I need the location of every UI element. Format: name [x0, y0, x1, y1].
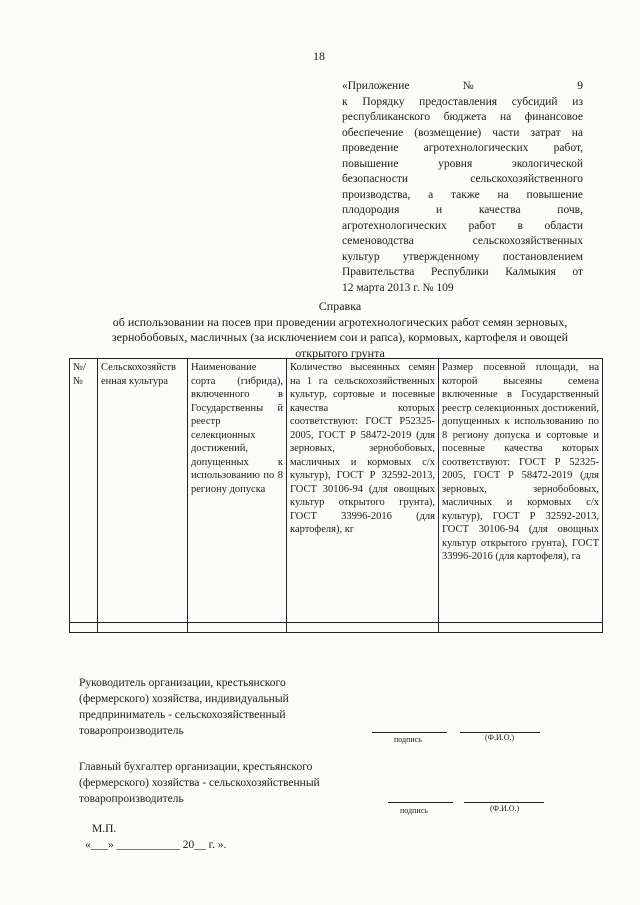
title-line: об использовании на посев при проведении агротехнологических работ семян зерновых, — [112, 314, 568, 329]
appendix-line: республиканского бюджета на финансовое — [342, 111, 583, 123]
appendix-line: Правительства Республики Калмыкия от — [342, 266, 583, 278]
signatory-line: предприниматель - сельскохозяйственный — [79, 709, 286, 721]
title-heading: Справка — [318, 299, 362, 313]
table-cell — [70, 623, 98, 633]
table-cell — [287, 623, 439, 633]
appendix-line: семеноводства сельскохозяйственных — [342, 235, 583, 247]
header-seed-quantity: Количество высеянных семян на 1 га сельскохозяйственных культур, сортовые и посевные качества которых соответствуют: ГОСТ Р52325-2005, ГОСТ Р 58472-2019 (для зерновых, зернобобовых, масличных и кормовых с/х культур), ГОСТ Р 32592-2013, ГОСТ 30106-94 (для овощных культур открытого грунта), ГОСТ 33996-2016 (для картофеля), кг — [287, 359, 439, 623]
head-signature-block — [79, 675, 289, 739]
table-row — [70, 623, 603, 633]
header-number: №/ № — [70, 359, 98, 623]
document-title — [60, 299, 620, 361]
table-cell — [188, 623, 287, 633]
signatory-line: товаропроизводитель — [79, 793, 184, 805]
appendix-line: проведение агротехнологических работ, — [342, 142, 583, 154]
appendix-line: агротехнологических работ в области — [342, 219, 583, 232]
table-cell — [439, 623, 603, 633]
appendix-line: культур утвержденному постановлением — [342, 250, 583, 263]
signatory-line: товаропроизводитель — [79, 725, 184, 737]
name-caption: (Ф.И.О.) — [490, 804, 520, 813]
table-header-row — [70, 359, 603, 623]
stamp-place: М.П. — [92, 823, 117, 835]
name-line — [464, 801, 544, 803]
accountant-signature-block — [79, 759, 320, 807]
header-variety: Наименование сорта (гибрида), включенного в Государственны й реестр селекционных достижений, допущенных к использованию по 8 региону допуска — [188, 359, 287, 623]
signature-caption: подпись — [394, 735, 422, 744]
appendix-line: обеспечение (возмещение) части затрат на — [342, 126, 583, 139]
title-line: зернобобовых, масличных (за исключением сои и рапса), кормовых, картофеля и овощей — [111, 330, 569, 344]
header-sown-area: Размер посевной площади, на которой высеяны семена включенные в Государственный реестр селекционных достижений, допущенных к использованию по 8 региону допуска и сортовые и посевные качества которых соответствуют: ГОСТ Р 52325-2005, ГОСТ Р 58472-2019 (для зерновых, зернобобовых, масличных и кормовых с/х культур), ГОСТ Р 32592-2013, ГОСТ 30106-94 (для овощных культур открытого грунта), ГОСТ 33996-2016 (для картофеля), га — [439, 359, 603, 623]
signature-line — [372, 731, 447, 733]
appendix-line: плодородия и качества почв, — [342, 204, 583, 216]
signatory-line: Главный бухгалтер организации, крестьянского — [79, 761, 313, 773]
date-line: «___» ___________ 20__ г. ». — [85, 839, 227, 851]
page-number: 18 — [313, 49, 325, 63]
appendix-reference — [342, 79, 583, 296]
appendix-line: производства, а также на повышение — [342, 188, 583, 201]
title-line: открытого грунта — [295, 345, 385, 360]
appendix-line: к Порядку предоставления субсидий из — [342, 95, 583, 108]
signatory-line: (фермерского) хозяйства, индивидуальный — [79, 693, 289, 705]
signatory-line: (фермерского) хозяйства - сельскохозяйственный — [79, 777, 320, 789]
table-cell — [98, 623, 188, 633]
appendix-line: «Приложение № 9 — [342, 80, 583, 92]
name-caption: (Ф.И.О.) — [485, 733, 515, 742]
appendix-line: 12 марта 2013 г. № 109 — [342, 281, 454, 294]
header-crop: Сельскохозяйств енная культура — [98, 359, 188, 623]
report-table — [69, 358, 603, 633]
signature-caption: подпись — [400, 806, 428, 815]
appendix-line: безопасности сельскохозяйственного — [342, 173, 583, 185]
signature-line — [388, 801, 453, 803]
signatory-line: Руководитель организации, крестьянского — [79, 677, 286, 689]
appendix-line: повышение уровня экологической — [342, 157, 583, 170]
